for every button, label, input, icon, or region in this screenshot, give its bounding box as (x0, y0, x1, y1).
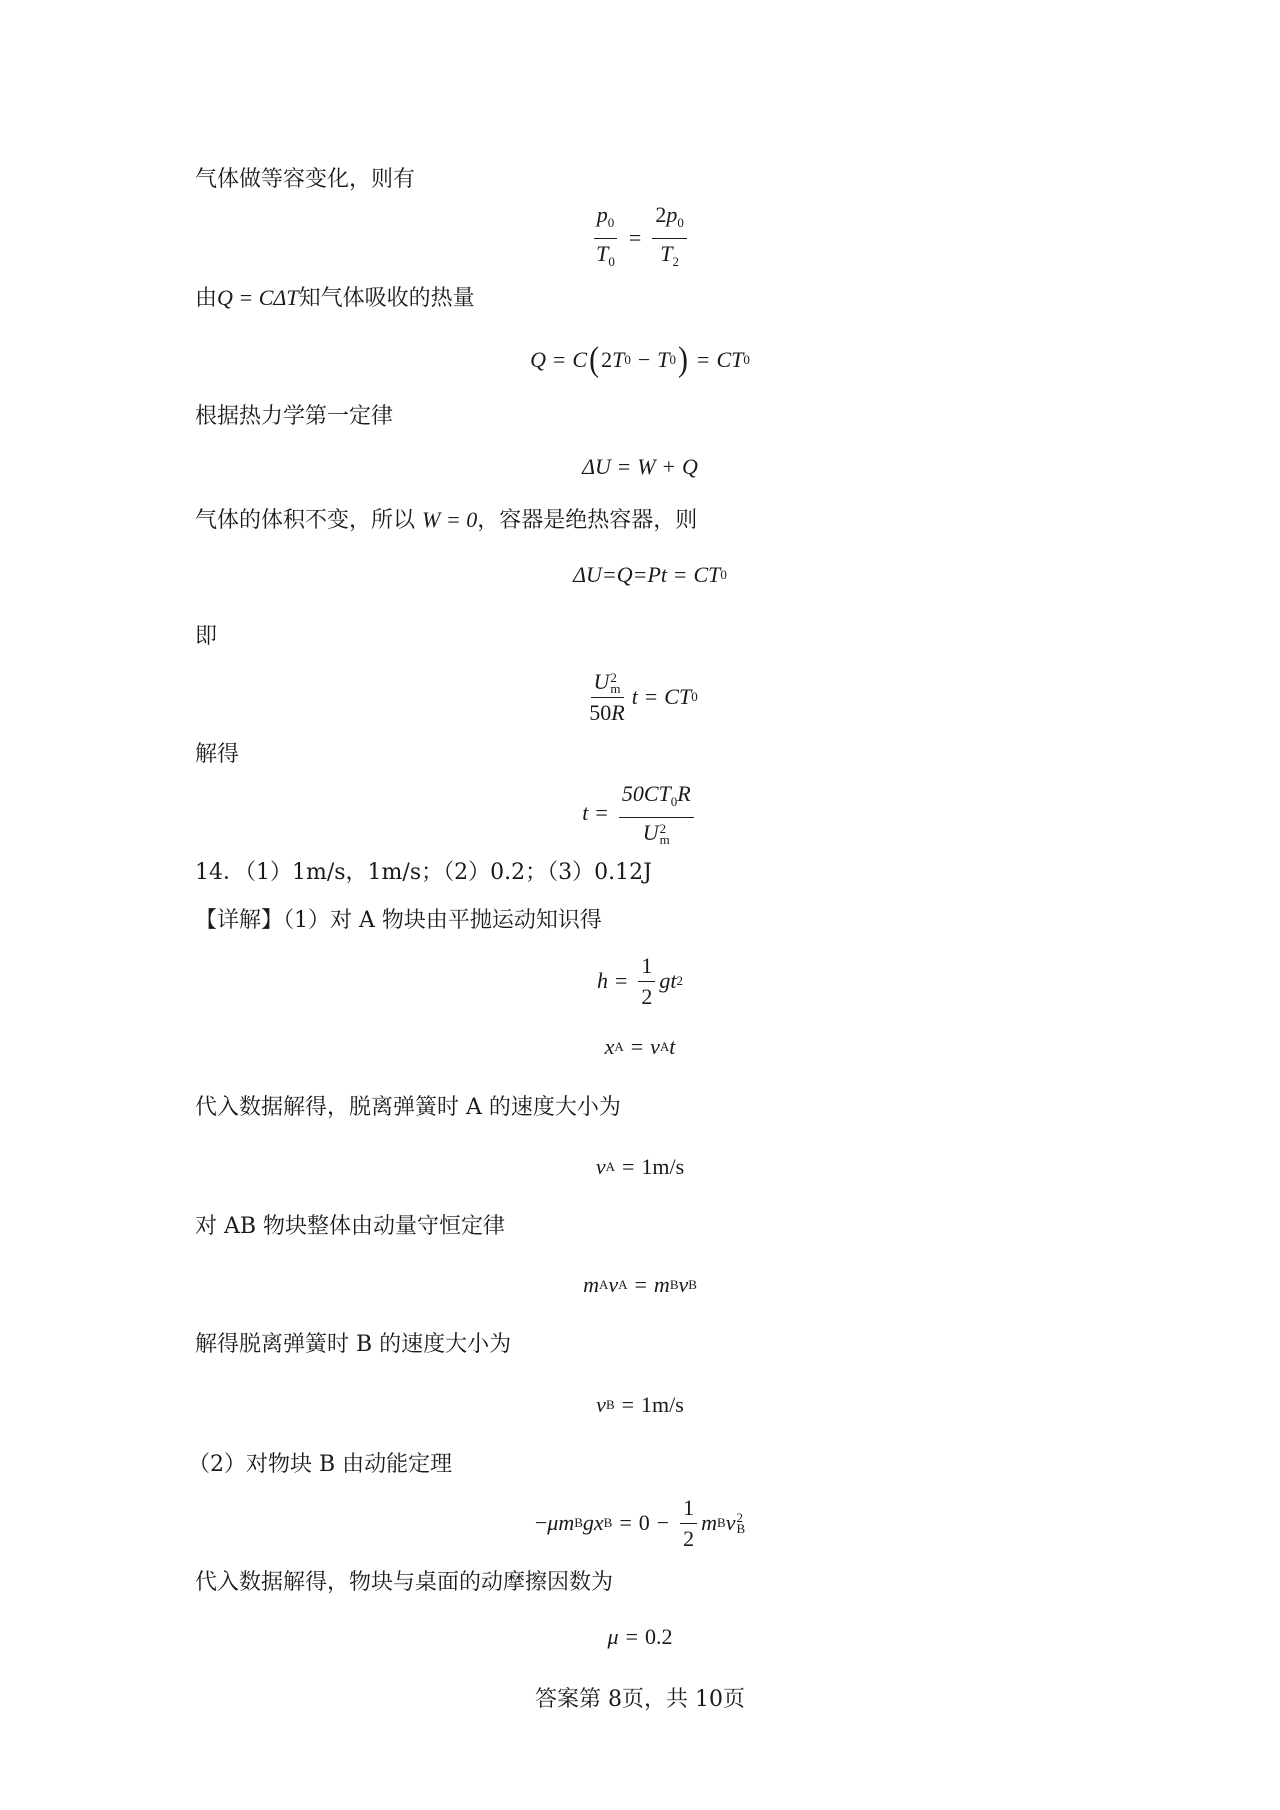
equation-kinetic: − μ m B g x B = 0 − $\frac{1}{2}$ m B v 2 B (534, 1494, 746, 1551)
equation-va: v A = 1m/s (595, 1154, 685, 1179)
answer-14: 14．（1）1m/s，1m/s；（2）0.2；（3）0.12J (195, 860, 652, 885)
equation-heat: Q = C ( 2 T 0 − T 0 ) = CT 0 (530, 340, 750, 379)
inline-formula: W = 0 (422, 507, 478, 532)
text-first-law: 根据热力学第一定律 (195, 404, 394, 429)
equation-first-law: ΔU = W + Q (582, 454, 698, 479)
fraction: $\frac{1}{2}$ (638, 953, 655, 1010)
fraction: $50CT_0R$ U 2 m (619, 781, 694, 846)
equation-time: t = $50CT_0R$ U 2 m (0, 780, 1280, 846)
text-volume: 气体的体积不变，所以 W = 0，容器是绝热容器，则 (195, 507, 698, 533)
equation-power: U 2 m 50R t = CT 0 (0, 665, 1280, 729)
text-friction: 代入数据解得，物块与桌面的动摩擦因数为 (195, 1570, 614, 1595)
text-jiede: 解得 (195, 742, 240, 767)
fraction: U 2 m 50R (589, 668, 625, 725)
page-footer: 答案第 8页，共 10页 (535, 1687, 745, 1712)
equation-energy: ΔU=Q=Pt = CT 0 (573, 562, 727, 587)
equation-mu: μ = 0.2 (607, 1624, 673, 1649)
equation-vb: v B = 1m/s (596, 1392, 684, 1417)
text-vb: 解得脱离弹簧时 B 的速度大小为 (195, 1332, 512, 1357)
fraction: $\frac{p_0}{T_0}$ (593, 202, 618, 275)
text-ji: 即 (195, 624, 218, 649)
equation-projectile: h = $\frac{1}{2}$ g t 2 (596, 952, 684, 1009)
equation-displacement: x A = v A t (604, 1034, 676, 1059)
fraction: $\frac{2p_0}{T_2}$ (652, 202, 687, 275)
text-part2: （2）对物块 B 由动能定理 (188, 1452, 453, 1477)
text-heat-formula: 由Q = CΔT知气体吸收的热量 (195, 285, 475, 311)
text-detail: 【详解】（1）对 A 物块由平抛运动知识得 (195, 908, 602, 933)
text-va: 代入数据解得，脱离弹簧时 A 的速度大小为 (195, 1095, 621, 1120)
fraction: $\frac{1}{2}$ (680, 1495, 697, 1552)
inline-formula: Q = CΔT (217, 285, 299, 310)
text-momentum: 对 AB 物块整体由动量守恒定律 (195, 1214, 506, 1239)
text-isochoric: 气体做等容变化，则有 (195, 167, 416, 192)
equation-momentum: m A v A = m B v B (583, 1272, 697, 1297)
equation-isochoric: $\frac{p_0}{T_0}$ = $\frac{2p_0}{T_2}$ (0, 207, 1280, 269)
